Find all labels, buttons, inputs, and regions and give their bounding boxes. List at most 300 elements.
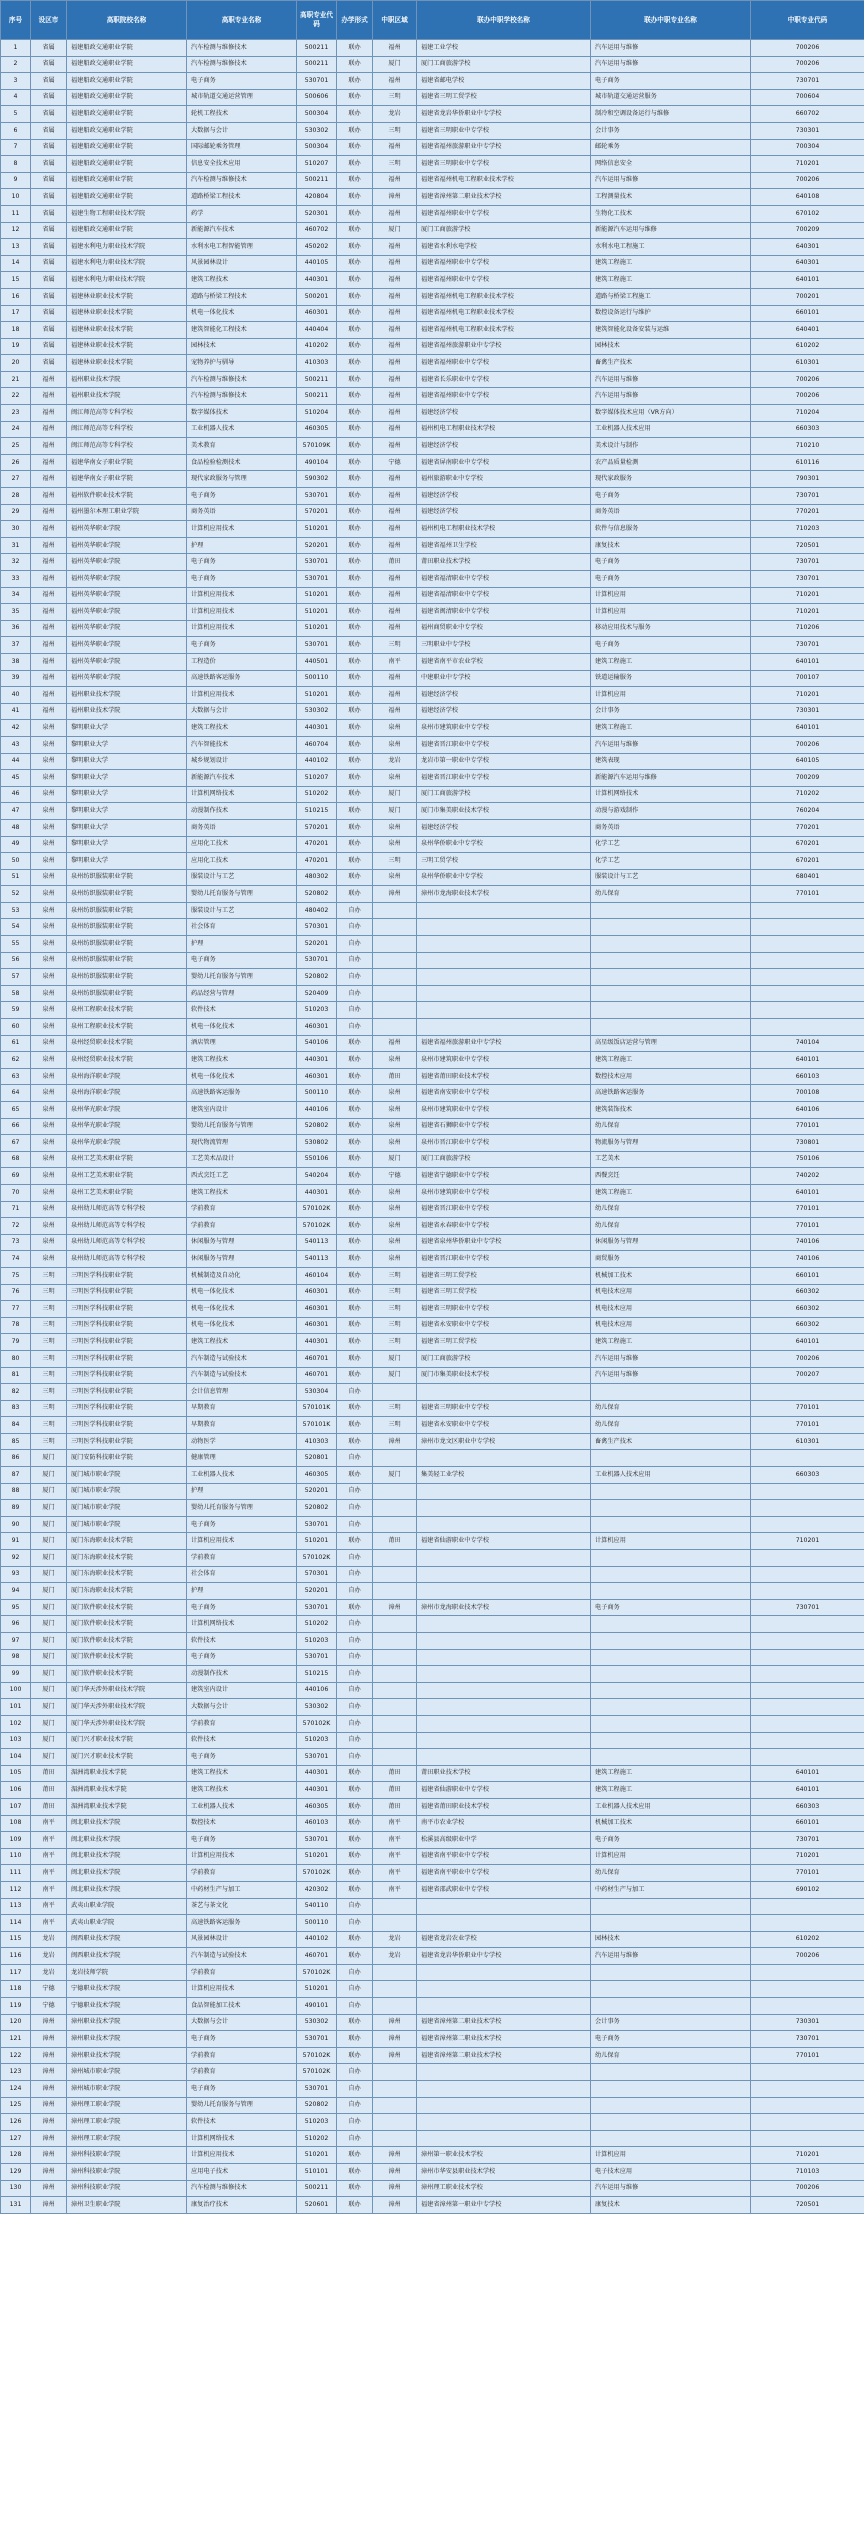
col-index-cell: 119 xyxy=(1,1998,31,2015)
col-city-cell: 福州 xyxy=(31,421,67,438)
col-partner-school-header: 联办中职学校名称 xyxy=(417,1,591,40)
col-city-cell: 泉州 xyxy=(31,770,67,787)
col-major-code-cell: 540106 xyxy=(297,1035,337,1052)
col-major-code-cell: 530701 xyxy=(297,73,337,90)
col-major-code-cell: 500606 xyxy=(297,89,337,106)
col-partner-major-cell xyxy=(591,1566,751,1583)
col-partner-code-cell: 640101 xyxy=(751,1184,864,1201)
col-city-cell: 厦门 xyxy=(31,1483,67,1500)
col-college-cell: 泉州经贸职业技术学院 xyxy=(67,1035,187,1052)
table-row xyxy=(1,488,864,505)
col-major-cell: 食品智能加工技术 xyxy=(187,1998,297,2015)
col-partner-school-cell: 泉州市晋江职业中专学校 xyxy=(417,1135,591,1152)
col-partner-major-header: 联办中职专业名称 xyxy=(591,1,751,40)
col-city-cell: 泉州 xyxy=(31,902,67,919)
col-city-cell: 龙岩 xyxy=(31,1964,67,1981)
col-partner-major-cell: 道路与桥梁工程施工 xyxy=(591,288,751,305)
col-major-cell: 工业机器人技术 xyxy=(187,421,297,438)
col-partner-major-cell: 汽车运用与维修 xyxy=(591,371,751,388)
col-partner-code-cell: 740106 xyxy=(751,1251,864,1268)
col-partner-school-cell: 福建省漳州第二职业技术学校 xyxy=(417,2014,591,2031)
col-major-cell: 西式烹饪工艺 xyxy=(187,1168,297,1185)
col-index-cell: 20 xyxy=(1,355,31,372)
col-college-cell: 泉州海洋职业学院 xyxy=(67,1085,187,1102)
col-major-cell: 数字媒体技术 xyxy=(187,405,297,422)
col-city-cell: 省属 xyxy=(31,172,67,189)
col-region-cell: 福州 xyxy=(373,172,417,189)
col-mode-cell: 联办 xyxy=(337,670,373,687)
col-major-cell: 软件技术 xyxy=(187,1633,297,1650)
col-partner-code-cell xyxy=(751,1516,864,1533)
col-city-cell: 漳州 xyxy=(31,2164,67,2181)
table-row xyxy=(1,56,864,73)
col-region-cell: 厦门 xyxy=(373,1151,417,1168)
col-college-cell: 福州英华职业学院 xyxy=(67,653,187,670)
col-city-cell: 福州 xyxy=(31,488,67,505)
col-index-cell: 7 xyxy=(1,139,31,156)
col-major-cell: 建筑工程技术 xyxy=(187,1765,297,1782)
col-partner-school-cell: 福建省邮电学校 xyxy=(417,73,591,90)
col-region-cell: 泉州 xyxy=(373,1052,417,1069)
col-city-cell: 漳州 xyxy=(31,2047,67,2064)
col-mode-cell: 联办 xyxy=(337,40,373,57)
col-mode-cell: 联办 xyxy=(337,454,373,471)
col-index-cell: 81 xyxy=(1,1367,31,1384)
col-partner-code-cell: 710210 xyxy=(751,438,864,455)
col-index-cell: 104 xyxy=(1,1749,31,1766)
col-city-cell: 龙岩 xyxy=(31,1948,67,1965)
col-region-cell: 南平 xyxy=(373,1815,417,1832)
col-mode-cell: 联办 xyxy=(337,1782,373,1799)
col-college-cell: 漳州科技职业学院 xyxy=(67,2147,187,2164)
col-partner-code-cell xyxy=(751,1019,864,1036)
table-row xyxy=(1,73,864,90)
col-index-cell: 130 xyxy=(1,2180,31,2197)
table-row xyxy=(1,786,864,803)
col-college-cell: 福建华南女子职业学院 xyxy=(67,471,187,488)
col-mode-cell: 联办 xyxy=(337,388,373,405)
col-city-cell: 泉州 xyxy=(31,952,67,969)
col-major-code-cell: 520802 xyxy=(297,969,337,986)
col-city-cell: 福州 xyxy=(31,405,67,422)
col-major-code-cell: 500211 xyxy=(297,388,337,405)
col-partner-school-cell: 福建省泉州华侨职业中专学校 xyxy=(417,1234,591,1251)
col-partner-school-cell: 福州机电工程职业技术学校 xyxy=(417,421,591,438)
col-city-cell: 省属 xyxy=(31,89,67,106)
table-row xyxy=(1,388,864,405)
col-mode-cell: 联办 xyxy=(337,1184,373,1201)
col-college-cell: 泉州纺织服装职业学院 xyxy=(67,886,187,903)
col-major-code-header: 高职专业代码 xyxy=(297,1,337,40)
col-major-cell: 国际邮轮乘务管理 xyxy=(187,139,297,156)
col-region-cell xyxy=(373,1682,417,1699)
col-college-cell: 三明医学科技职业学院 xyxy=(67,1417,187,1434)
col-college-cell: 闽北职业技术学院 xyxy=(67,1848,187,1865)
col-partner-code-cell: 640106 xyxy=(751,1102,864,1119)
col-index-cell: 123 xyxy=(1,2064,31,2081)
col-major-code-cell: 510203 xyxy=(297,2114,337,2131)
col-partner-school-cell: 厦门工商旅游学校 xyxy=(417,786,591,803)
col-major-code-cell: 450202 xyxy=(297,239,337,256)
col-major-code-cell: 440105 xyxy=(297,255,337,272)
col-college-cell: 厦门东海职业技术学院 xyxy=(67,1566,187,1583)
col-region-cell: 福州 xyxy=(373,405,417,422)
col-mode-cell: 联办 xyxy=(337,1052,373,1069)
table-row xyxy=(1,537,864,554)
col-major-cell: 应用化工技术 xyxy=(187,836,297,853)
col-region-cell: 南平 xyxy=(373,1881,417,1898)
table-row xyxy=(1,2180,864,2197)
col-partner-major-cell xyxy=(591,2081,751,2098)
col-partner-school-cell: 漳州市龙海职业技术学校 xyxy=(417,886,591,903)
col-index-cell: 53 xyxy=(1,902,31,919)
col-major-code-cell: 530701 xyxy=(297,1649,337,1666)
col-partner-school-cell: 福建省龙岩华侨职业中专学校 xyxy=(417,106,591,123)
col-college-cell: 龙岩技师学院 xyxy=(67,1964,187,1981)
col-partner-major-cell xyxy=(591,1002,751,1019)
col-region-cell: 福州 xyxy=(373,272,417,289)
col-mode-cell: 联办 xyxy=(337,405,373,422)
col-city-cell: 厦门 xyxy=(31,1566,67,1583)
col-index-cell: 63 xyxy=(1,1068,31,1085)
col-partner-code-cell xyxy=(751,1550,864,1567)
col-partner-school-cell: 福建省福州机电工程职业技术学校 xyxy=(417,305,591,322)
col-city-cell: 厦门 xyxy=(31,1616,67,1633)
col-partner-major-cell: 建筑智能化设备安装与运维 xyxy=(591,322,751,339)
col-region-cell: 泉州 xyxy=(373,1251,417,1268)
col-partner-school-cell: 福建省福州职业中专学校 xyxy=(417,205,591,222)
table-row xyxy=(1,338,864,355)
col-major-code-cell: 530701 xyxy=(297,2031,337,2048)
col-major-cell: 建筑工程技术 xyxy=(187,1184,297,1201)
col-mode-cell: 联办 xyxy=(337,189,373,206)
col-partner-school-cell xyxy=(417,1749,591,1766)
table-row xyxy=(1,255,864,272)
col-college-cell: 闽江师范高等专科学校 xyxy=(67,421,187,438)
col-city-cell: 泉州 xyxy=(31,1168,67,1185)
col-mode-cell: 自办 xyxy=(337,1002,373,1019)
col-city-cell: 漳州 xyxy=(31,2031,67,2048)
col-major-code-cell: 510201 xyxy=(297,1848,337,1865)
col-city-cell: 泉州 xyxy=(31,919,67,936)
col-region-cell: 三明 xyxy=(373,1284,417,1301)
col-index-cell: 83 xyxy=(1,1400,31,1417)
table-row xyxy=(1,504,864,521)
col-college-cell: 福建船政交通职业学院 xyxy=(67,189,187,206)
col-college-cell: 闽西职业技术学院 xyxy=(67,1931,187,1948)
col-major-code-cell: 440301 xyxy=(297,1782,337,1799)
col-college-cell: 福州职业技术学院 xyxy=(67,687,187,704)
col-partner-major-cell: 建筑装饰技术 xyxy=(591,1102,751,1119)
col-partner-school-cell: 泉州市建筑职业中专学校 xyxy=(417,1102,591,1119)
col-partner-code-cell: 720501 xyxy=(751,537,864,554)
col-region-cell: 泉州 xyxy=(373,819,417,836)
col-major-code-cell: 540113 xyxy=(297,1234,337,1251)
col-index-cell: 117 xyxy=(1,1964,31,1981)
col-index-cell: 30 xyxy=(1,521,31,538)
col-major-code-cell: 440501 xyxy=(297,653,337,670)
col-index-cell: 27 xyxy=(1,471,31,488)
col-index-cell: 129 xyxy=(1,2164,31,2181)
table-row xyxy=(1,1981,864,1998)
col-college-cell: 福州英华职业学院 xyxy=(67,620,187,637)
col-region-cell: 三明 xyxy=(373,1334,417,1351)
col-partner-code-cell: 700206 xyxy=(751,1948,864,1965)
col-city-cell: 福州 xyxy=(31,670,67,687)
col-index-cell: 19 xyxy=(1,338,31,355)
col-partner-major-cell: 汽车运用与维修 xyxy=(591,56,751,73)
col-index-cell: 57 xyxy=(1,969,31,986)
col-major-cell: 高速铁路客运服务 xyxy=(187,1915,297,1932)
table-row xyxy=(1,2031,864,2048)
col-partner-major-cell: 服装设计与工艺 xyxy=(591,869,751,886)
col-major-cell: 学前教育 xyxy=(187,1715,297,1732)
col-mode-cell: 联办 xyxy=(337,2197,373,2214)
col-college-cell: 福州英华职业学院 xyxy=(67,604,187,621)
col-partner-school-cell: 漳州理工职业技术学校 xyxy=(417,2180,591,2197)
col-mode-cell: 自办 xyxy=(337,1633,373,1650)
col-city-cell: 南平 xyxy=(31,1881,67,1898)
col-major-code-cell: 510203 xyxy=(297,1002,337,1019)
col-city-cell: 漳州 xyxy=(31,2147,67,2164)
col-partner-major-cell: 工业机器人技术应用 xyxy=(591,421,751,438)
table-row xyxy=(1,2097,864,2114)
col-region-cell xyxy=(373,1749,417,1766)
col-college-cell: 福州英华职业学院 xyxy=(67,670,187,687)
col-major-cell: 汽车制造与试验技术 xyxy=(187,1948,297,1965)
col-college-cell: 福州英华职业学院 xyxy=(67,571,187,588)
col-partner-code-cell xyxy=(751,1732,864,1749)
col-partner-major-cell: 物流服务与管理 xyxy=(591,1135,751,1152)
col-partner-code-cell xyxy=(751,2081,864,2098)
col-partner-code-cell: 770101 xyxy=(751,1400,864,1417)
col-city-cell: 三明 xyxy=(31,1417,67,1434)
col-mode-cell: 自办 xyxy=(337,1964,373,1981)
col-major-cell: 汽车检测与维修技术 xyxy=(187,371,297,388)
col-partner-major-cell: 计算机应用 xyxy=(591,2147,751,2164)
col-partner-major-cell xyxy=(591,1749,751,1766)
col-mode-cell: 自办 xyxy=(337,985,373,1002)
col-city-cell: 省属 xyxy=(31,156,67,173)
col-region-cell: 厦门 xyxy=(373,1350,417,1367)
table-row xyxy=(1,1251,864,1268)
col-partner-school-cell: 福建省晋江职业中专学校 xyxy=(417,736,591,753)
col-college-cell: 泉州纺织服装职业学院 xyxy=(67,902,187,919)
table-row xyxy=(1,1931,864,1948)
table-row xyxy=(1,1450,864,1467)
col-partner-major-cell xyxy=(591,919,751,936)
col-index-cell: 3 xyxy=(1,73,31,90)
col-partner-major-cell: 商务英语 xyxy=(591,819,751,836)
col-college-cell: 三明医学科技职业学院 xyxy=(67,1384,187,1401)
col-partner-major-cell: 建筑工程施工 xyxy=(591,272,751,289)
col-city-cell: 厦门 xyxy=(31,1732,67,1749)
col-college-cell: 福建船政交通职业学院 xyxy=(67,89,187,106)
col-major-cell: 计算机应用技术 xyxy=(187,587,297,604)
col-mode-cell: 联办 xyxy=(337,537,373,554)
col-region-cell xyxy=(373,969,417,986)
col-partner-major-cell: 城市轨道交通运营服务 xyxy=(591,89,751,106)
col-region-cell: 莆田 xyxy=(373,1798,417,1815)
col-mode-cell: 联办 xyxy=(337,637,373,654)
col-index-cell: 68 xyxy=(1,1151,31,1168)
col-partner-code-cell: 730701 xyxy=(751,488,864,505)
table-row xyxy=(1,936,864,953)
table-row xyxy=(1,471,864,488)
col-partner-school-cell: 福建经济学校 xyxy=(417,819,591,836)
col-partner-major-cell: 美术设计与制作 xyxy=(591,438,751,455)
col-major-cell: 动漫制作技术 xyxy=(187,1666,297,1683)
col-major-cell: 计算机网络技术 xyxy=(187,2130,297,2147)
col-college-cell: 福建林业职业技术学院 xyxy=(67,305,187,322)
col-college-cell: 福建水利电力职业技术学院 xyxy=(67,255,187,272)
col-college-cell: 泉州工程职业技术学院 xyxy=(67,1019,187,1036)
col-region-cell xyxy=(373,1666,417,1683)
col-mode-cell: 联办 xyxy=(337,2164,373,2181)
col-region-cell xyxy=(373,1964,417,1981)
col-major-cell: 药学 xyxy=(187,205,297,222)
col-major-code-cell: 460305 xyxy=(297,1467,337,1484)
table-row xyxy=(1,1865,864,1882)
col-region-cell: 三明 xyxy=(373,122,417,139)
col-college-cell: 三明医学科技职业学院 xyxy=(67,1350,187,1367)
col-major-cell: 电子商务 xyxy=(187,488,297,505)
col-region-cell: 泉州 xyxy=(373,1102,417,1119)
col-mode-cell: 联办 xyxy=(337,803,373,820)
col-college-cell: 三明医学科技职业学院 xyxy=(67,1433,187,1450)
col-major-code-cell: 490101 xyxy=(297,1998,337,2015)
col-region-cell xyxy=(373,1566,417,1583)
col-major-code-cell: 520201 xyxy=(297,936,337,953)
col-index-cell: 24 xyxy=(1,421,31,438)
col-partner-school-cell: 福建省晋江职业中专学校 xyxy=(417,1201,591,1218)
col-college-cell: 黎明职业大学 xyxy=(67,753,187,770)
col-major-cell: 风景园林设计 xyxy=(187,255,297,272)
col-major-code-cell: 510201 xyxy=(297,620,337,637)
col-major-code-cell: 500201 xyxy=(297,288,337,305)
table-row xyxy=(1,421,864,438)
col-major-code-cell: 520601 xyxy=(297,2197,337,2214)
col-college-cell: 泉州工程职业技术学院 xyxy=(67,1002,187,1019)
col-partner-major-cell xyxy=(591,1964,751,1981)
col-major-code-cell: 570109K xyxy=(297,438,337,455)
col-partner-code-cell: 690102 xyxy=(751,1881,864,1898)
col-partner-code-cell: 770101 xyxy=(751,886,864,903)
col-major-cell: 大数据与会计 xyxy=(187,703,297,720)
col-mode-cell: 联办 xyxy=(337,2014,373,2031)
col-major-code-cell: 510215 xyxy=(297,1666,337,1683)
col-region-cell: 三明 xyxy=(373,1301,417,1318)
col-major-code-cell: 460301 xyxy=(297,1317,337,1334)
col-city-cell: 泉州 xyxy=(31,1019,67,1036)
col-mode-cell: 联办 xyxy=(337,1334,373,1351)
col-partner-major-cell: 汽车运用与维修 xyxy=(591,2180,751,2197)
col-city-cell: 厦门 xyxy=(31,1715,67,1732)
col-partner-major-cell: 工业机器人技术应用 xyxy=(591,1467,751,1484)
col-partner-school-cell: 福建省福州职业中专学校 xyxy=(417,272,591,289)
col-partner-code-cell: 710204 xyxy=(751,405,864,422)
col-city-cell: 福州 xyxy=(31,537,67,554)
table-row xyxy=(1,1267,864,1284)
col-major-cell: 护理 xyxy=(187,1483,297,1500)
table-row xyxy=(1,587,864,604)
table-row xyxy=(1,2147,864,2164)
col-index-cell: 84 xyxy=(1,1417,31,1434)
col-partner-major-cell xyxy=(591,985,751,1002)
col-partner-school-cell: 福建省水利水电学校 xyxy=(417,239,591,256)
col-major-code-cell: 520409 xyxy=(297,985,337,1002)
col-partner-code-cell xyxy=(751,1699,864,1716)
table-row xyxy=(1,1417,864,1434)
table-row xyxy=(1,720,864,737)
table-row xyxy=(1,1002,864,1019)
col-region-cell: 南平 xyxy=(373,653,417,670)
header-row xyxy=(1,1,864,40)
col-region-cell: 宁德 xyxy=(373,454,417,471)
col-partner-school-cell xyxy=(417,2081,591,2098)
col-partner-code-cell xyxy=(751,1633,864,1650)
table-row xyxy=(1,770,864,787)
col-major-cell: 服装设计与工艺 xyxy=(187,869,297,886)
col-major-code-cell: 510207 xyxy=(297,156,337,173)
table-row xyxy=(1,1500,864,1517)
col-index-cell: 11 xyxy=(1,205,31,222)
col-major-code-cell: 530302 xyxy=(297,2014,337,2031)
col-major-cell: 美术教育 xyxy=(187,438,297,455)
col-partner-code-cell: 640101 xyxy=(751,1052,864,1069)
col-city-cell: 福州 xyxy=(31,653,67,670)
col-mode-cell: 自办 xyxy=(337,1998,373,2015)
col-index-cell: 64 xyxy=(1,1085,31,1102)
col-partner-school-cell: 福建省三明工贸学校 xyxy=(417,1267,591,1284)
col-partner-code-cell xyxy=(751,936,864,953)
col-mode-cell: 联办 xyxy=(337,886,373,903)
col-mode-cell: 联办 xyxy=(337,338,373,355)
col-partner-school-cell: 福建经济学校 xyxy=(417,687,591,704)
col-city-cell: 泉州 xyxy=(31,1184,67,1201)
col-mode-cell: 联办 xyxy=(337,869,373,886)
col-partner-major-cell xyxy=(591,1633,751,1650)
table-row xyxy=(1,1848,864,1865)
table-row xyxy=(1,371,864,388)
col-major-code-cell: 460305 xyxy=(297,421,337,438)
table-row xyxy=(1,571,864,588)
col-partner-code-cell: 640108 xyxy=(751,189,864,206)
col-partner-code-cell: 640105 xyxy=(751,753,864,770)
col-region-cell: 三明 xyxy=(373,853,417,870)
col-major-code-cell: 570102K xyxy=(297,1201,337,1218)
table-row xyxy=(1,1019,864,1036)
col-city-cell: 南平 xyxy=(31,1865,67,1882)
col-major-code-cell: 570301 xyxy=(297,919,337,936)
col-partner-code-cell xyxy=(751,1666,864,1683)
col-mode-cell: 自办 xyxy=(337,2064,373,2081)
col-partner-code-cell: 660303 xyxy=(751,1798,864,1815)
col-partner-major-cell: 化学工艺 xyxy=(591,836,751,853)
col-region-cell xyxy=(373,1450,417,1467)
col-partner-code-cell: 700209 xyxy=(751,770,864,787)
col-region-cell xyxy=(373,1583,417,1600)
col-mode-cell: 联办 xyxy=(337,1267,373,1284)
col-partner-code-cell: 700206 xyxy=(751,736,864,753)
col-city-cell: 泉州 xyxy=(31,1068,67,1085)
col-region-cell xyxy=(373,1915,417,1932)
col-partner-major-cell: 机电技术应用 xyxy=(591,1317,751,1334)
table-row xyxy=(1,1350,864,1367)
col-region-cell: 南平 xyxy=(373,1832,417,1849)
table-row xyxy=(1,1699,864,1716)
col-college-cell: 厦门城市职业学院 xyxy=(67,1467,187,1484)
